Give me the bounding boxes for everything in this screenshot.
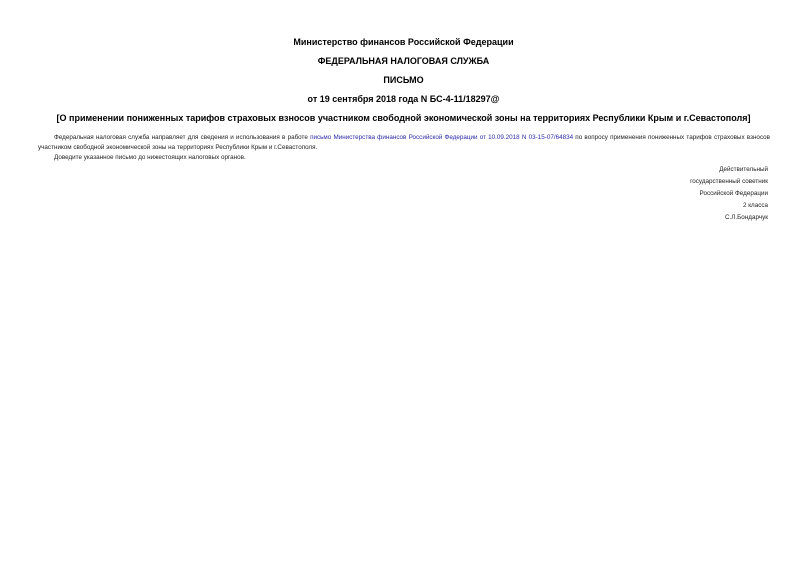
- document-body: [38, 133, 770, 163]
- signature-rank-line-3: Российской Федерации: [699, 190, 768, 197]
- document-type: ПИСЬМО: [383, 75, 424, 85]
- signature-rank-line-2: государственный советник: [690, 178, 768, 185]
- document-date-number: от 19 сентября 2018 года N БС-4-11/18297@: [307, 94, 500, 104]
- ministry-heading: Министерство финансов Российской Федерации: [293, 37, 514, 47]
- paragraph-1-text-end: по вопросу применения пониженных тарифов страховых взносов участником свободной экономической зоны на территориях Республики Крым и г.Севастополя.: [38, 134, 771, 151]
- document-title: [О применении пониженных тарифов страховых взносов участником свободной экономической зоны на территориях Республики Крым и г.Севастополя]: [56, 113, 751, 123]
- ministry-letter-link[interactable]: письмо Министерства финансов Российской Федерации от 10.09.2018 N 03-15-07/64834: [310, 134, 574, 141]
- paragraph-1: [38, 133, 770, 153]
- paragraph-2: Доведите указанное письмо до нижестоящих налоговых органов.: [54, 154, 246, 161]
- signature-block: [690, 164, 768, 224]
- signature-rank-line-4: 2 класса: [742, 202, 768, 209]
- signature-rank-line-1: Действительный: [719, 166, 768, 173]
- service-heading: ФЕДЕРАЛЬНАЯ НАЛОГОВАЯ СЛУЖБА: [317, 56, 490, 66]
- paragraph-1-text-start: Федеральная налоговая служба направляет для сведения и использования в работе: [54, 134, 311, 141]
- signatory-name: С.Л.Бондарчук: [724, 214, 768, 221]
